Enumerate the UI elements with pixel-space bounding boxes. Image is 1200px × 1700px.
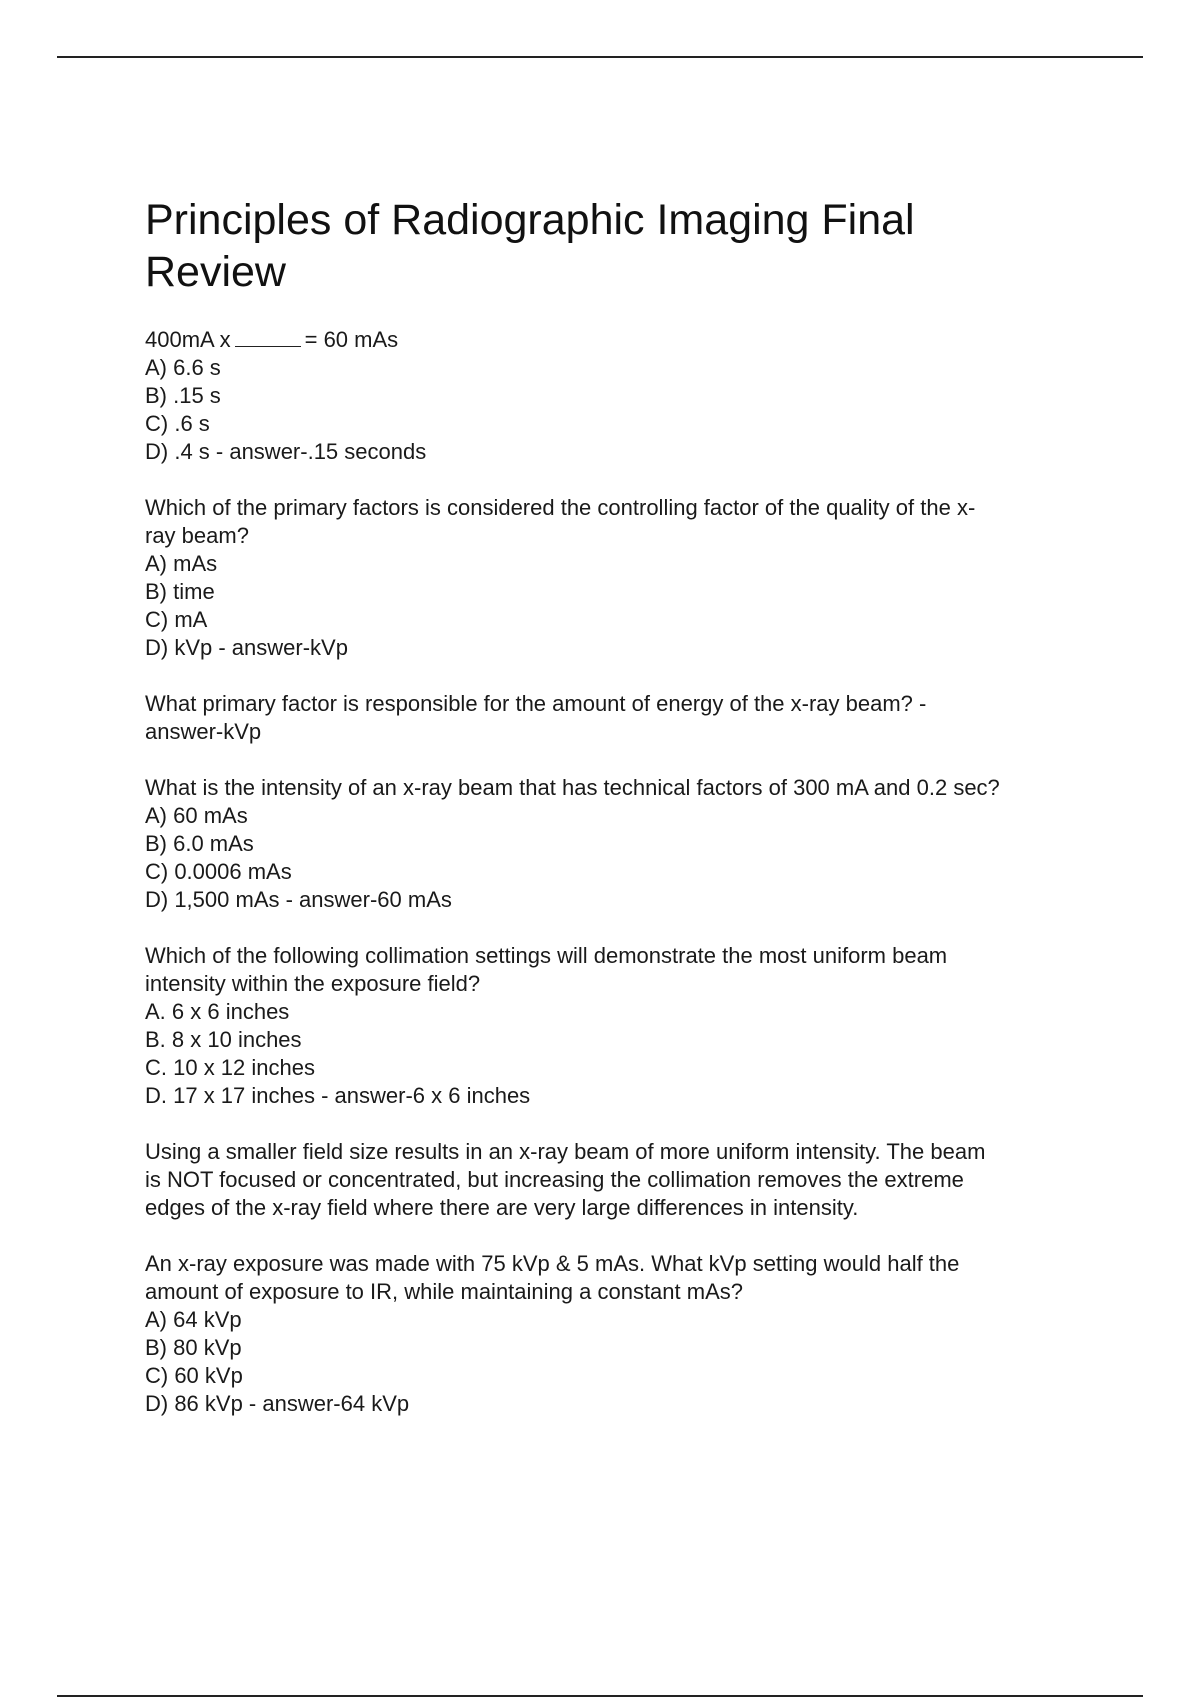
answer-option: C. 10 x 12 inches (145, 1055, 315, 1080)
question-block (145, 494, 1095, 662)
answer-option: D. 17 x 17 inches - answer-6 x 6 inches (145, 1083, 531, 1108)
document-title (145, 194, 1095, 298)
answer-option: A. 6 x 6 inches (145, 999, 290, 1024)
explanation-text: is NOT focused or concentrated, but increasing the collimation removes the extreme (145, 1167, 964, 1192)
answer-option: A) mAs (145, 551, 218, 576)
question-stem: Which of the primary factors is considered the controlling factor of the quality of the x- (145, 495, 976, 520)
answer-option: A) 64 kVp (145, 1307, 242, 1332)
question-block (145, 942, 1095, 1110)
explanation-block (145, 1138, 1095, 1222)
question-stem: answer-kVp (145, 719, 262, 744)
answer-option: C) mA (145, 607, 208, 632)
question-stem (145, 326, 1095, 354)
answer-blank (235, 332, 301, 347)
title-line-1: Principles of Radiographic Imaging Final (145, 196, 915, 244)
document-body (145, 194, 1095, 1446)
answer-option: D) .4 s - answer-.15 seconds (145, 439, 427, 464)
question-stem: What primary factor is responsible for the amount of energy of the x-ray beam? - (145, 691, 927, 716)
answer-option: B) 80 kVp (145, 1335, 242, 1360)
stem-text: 400mA x (145, 327, 231, 352)
answer-option: D) kVp - answer-kVp (145, 635, 348, 660)
bottom-rule (57, 1695, 1143, 1697)
answer-option: D) 1,500 mAs - answer-60 mAs (145, 887, 452, 912)
title-line-2: Review (145, 248, 286, 296)
top-rule (57, 56, 1143, 58)
question-block (145, 1250, 1095, 1418)
question-stem: amount of exposure to IR, while maintaining a constant mAs? (145, 1279, 743, 1304)
answer-option: A) 6.6 s (145, 355, 221, 380)
explanation-text: edges of the x-ray field where there are very large differences in intensity. (145, 1195, 859, 1220)
question-block (145, 326, 1095, 466)
question-stem: Which of the following collimation settings will demonstrate the most uniform beam (145, 943, 948, 968)
answer-option: B) .15 s (145, 383, 221, 408)
question-stem: What is the intensity of an x-ray beam that has technical factors of 300 mA and 0.2 sec? (145, 775, 1000, 800)
answer-option: B) time (145, 579, 215, 604)
question-stem: ray beam? (145, 523, 249, 548)
answer-option: C) 60 kVp (145, 1363, 243, 1388)
stem-text: = 60 mAs (304, 327, 399, 352)
question-block (145, 690, 1095, 746)
answer-option: B. 8 x 10 inches (145, 1027, 302, 1052)
answer-option: A) 60 mAs (145, 803, 248, 828)
question-stem: intensity within the exposure field? (145, 971, 481, 996)
answer-option: C) .6 s (145, 411, 210, 436)
answer-option: B) 6.0 mAs (145, 831, 254, 856)
question-stem: An x-ray exposure was made with 75 kVp & 5 mAs. What kVp setting would half the (145, 1251, 960, 1276)
question-block (145, 774, 1095, 914)
answer-option: C) 0.0006 mAs (145, 859, 292, 884)
explanation-text: Using a smaller field size results in an x-ray beam of more uniform intensity. The beam (145, 1139, 986, 1164)
answer-option: D) 86 kVp - answer-64 kVp (145, 1391, 410, 1416)
